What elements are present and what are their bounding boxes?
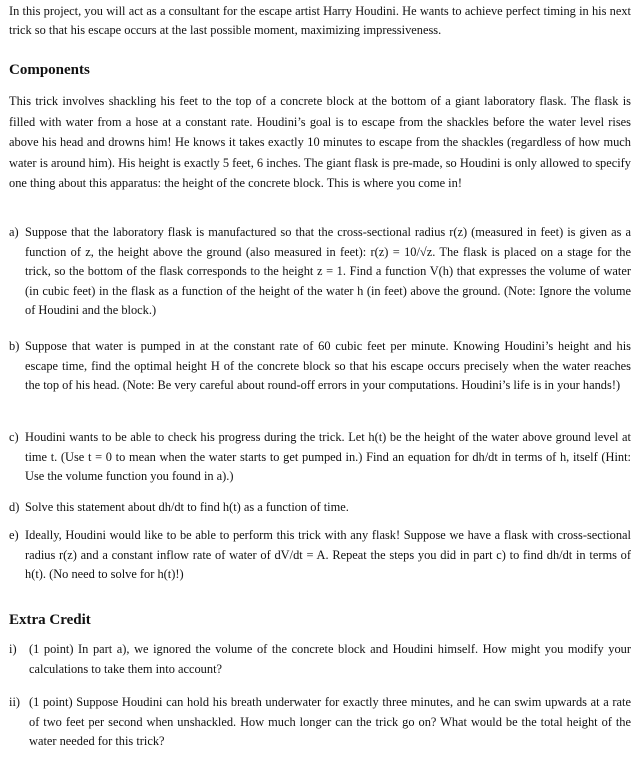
extra-credit-label: i) bbox=[9, 642, 17, 656]
part-e bbox=[9, 526, 631, 585]
part-b bbox=[9, 337, 631, 396]
extra-credit-text: (1 point) Suppose Houdini can hold his breath underwater for exactly three minutes, and he can swim upwards at a rate of two feet per second when unshackled. How much longer can the trick go on? What would be the total height of the water needed for this trick? bbox=[29, 695, 631, 748]
part-text: Solve this statement about dh/dt to find h(t) as a function of time. bbox=[25, 500, 349, 514]
part-d bbox=[9, 498, 631, 518]
extra-credit-heading: Extra Credit bbox=[9, 612, 91, 628]
part-label: d) bbox=[9, 500, 20, 514]
part-text: Suppose that the laboratory flask is manufactured so that the cross-sectional radius r(z) (measured in feet) is given as a function of z, the height above the ground (also measured in feet): r(z) = 10/√z. The flask is placed on a stage for the trick, so the bottom of the flask corresponds to the height z = 1. Find a function V(h) that expresses the volume of water (in cubic feet) in the flask as a function of the height of the water h (in feet) above the ground. (Note: Ignore the volume of Houdini and the block.) bbox=[25, 225, 631, 317]
part-label: a) bbox=[9, 225, 19, 239]
components-paragraph: This trick involves shackling his feet to the top of a concrete block at the bottom of a giant laboratory flask. The flask is filled with water from a hose at a constant rate. Houdini’s goal is to escape from the shackles before the water level rises above his head and drowns him! He knows it takes exactly 10 minutes to escape from the shackles (regardless of how much water is around him). His height is exactly 5 feet, 6 inches. The giant flask is pre-made, so Houdini is only allowed to specify one thing about this apparatus: the height of the concrete block. This is where you come in! bbox=[9, 94, 631, 190]
part-label: e) bbox=[9, 528, 19, 542]
part-label: c) bbox=[9, 430, 19, 444]
part-c bbox=[9, 428, 631, 487]
part-label: b) bbox=[9, 339, 20, 353]
extra-credit-label: ii) bbox=[9, 695, 21, 709]
components-heading: Components bbox=[9, 62, 90, 78]
part-a bbox=[9, 223, 631, 321]
part-text: Houdini wants to be able to check his progress during the trick. Let h(t) be the height of the water above ground level at time t. (Use t = 0 to mean when the water starts to get pumped in.) Find an equation for dh/dt in terms of h, itself (Hint: Use the volume function you found in a).) bbox=[25, 430, 631, 483]
extra-credit-text: (1 point) In part a), we ignored the volume of the concrete block and Houdini himself. How might you modify your calculations to take them into account? bbox=[29, 642, 631, 676]
extra-credit-item-i bbox=[9, 640, 631, 679]
intro-paragraph: In this project, you will act as a consultant for the escape artist Harry Houdini. He wants to achieve perfect timing in his next trick so that his escape occurs at the last possible moment, maximizing impressiveness. bbox=[9, 4, 631, 37]
part-text: Suppose that water is pumped in at the constant rate of 60 cubic feet per minute. Knowing Houdini’s height and his escape time, find the optimal height H of the concrete block so that his escape occurs precisely when the water reaches the top of his head. (Note: Be very careful about round-off errors in your computations. Houdini’s life is in your hands!) bbox=[25, 339, 631, 392]
extra-credit-item-ii bbox=[9, 693, 631, 752]
part-text: Ideally, Houdini would like to be able to perform this trick with any flask! Suppose we have a flask with cross-sectional radius r(z) and a constant inflow rate of water of dV/dt = A. Repeat the steps you did in part c) to find dh/dt in terms of h(t). (No need to solve for h(t)!) bbox=[25, 528, 631, 581]
